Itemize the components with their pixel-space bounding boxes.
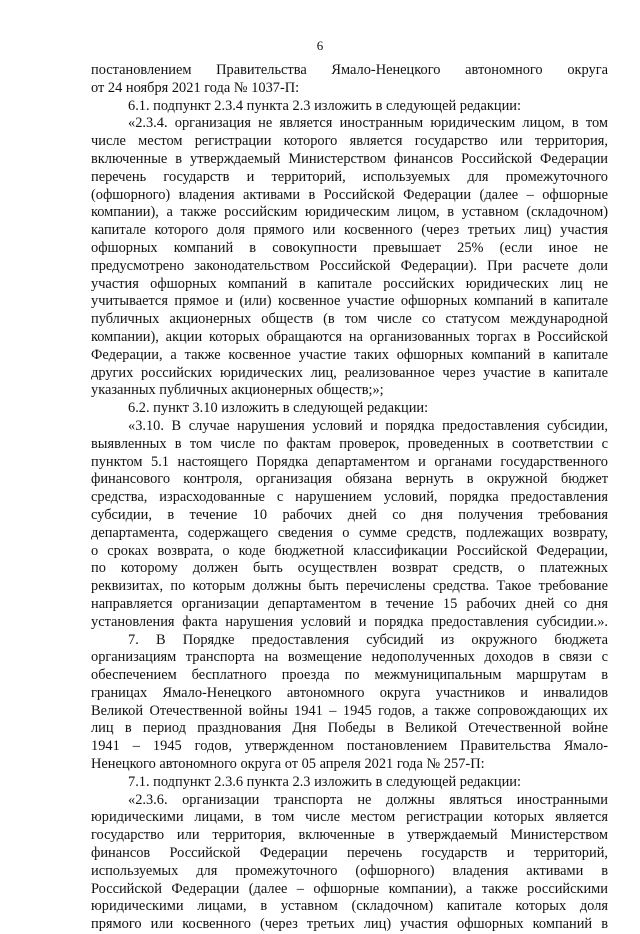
text-line: пунктом 5.1 настоящего Порядка департаментом и органами государственного (91, 453, 608, 470)
text-line: субсидии, в течение 10 рабочих дней со дня получения требования (91, 506, 608, 523)
text-line: государство или территория, включенные в утверждаемый Министерством (91, 827, 608, 844)
text-line: используемых для промежуточного (офшорного) владения активами в (91, 862, 608, 879)
text-line: числе местом регистрации которого является государство или территория, (91, 133, 608, 150)
text-line: перечень государств и территорий, используемых для промежуточного (91, 168, 608, 185)
text-line: границах Ямало-Ненецкого автономного округа участников и инвалидов (91, 684, 608, 701)
text-line: Ненецкого автономного округа от 05 апреля 2021 года № 257-П: (91, 756, 485, 773)
text-line: предусмотрено законодательством Российской Федерации). При расчете доли (91, 257, 608, 274)
text-line: включенные в утверждаемый Министерством финансов Российской Федерации (91, 150, 608, 167)
text-line: (офшорного) владения активами в Российской Федерации (далее – офшорные (91, 186, 608, 203)
text-line: обеспечением бесплатного проезда по межмуниципальным маршрутам в (91, 667, 608, 684)
text-line: направляется организации департаментом в течение 15 рабочих дней со дня (91, 595, 608, 612)
text-line: реквизитах, по которым должны быть перечислены средства. Такое требование (91, 578, 608, 595)
text-line: капитале которого доля прямого или косвенного (через третьих лиц) участия (91, 222, 608, 239)
text-line: установления факта нарушения условий и порядка предоставления субсидии.». (91, 613, 608, 630)
text-line: указанных публичных акционерных обществ;»; (91, 382, 384, 399)
text-line: «2.3.6. организации транспорта не должны являться иностранными (128, 791, 608, 808)
text-line: департамента, содержащего сведения о сумме средств, подлежащих возврату, (91, 524, 608, 541)
text-line: компании), акции которых обращаются на организованных торгах в Российской (91, 328, 608, 345)
text-line: финансов Российской Федерации перечень государств и территорий, (91, 845, 608, 862)
text-line: юридическими лицами, в том числе местом регистрации которых является (91, 809, 608, 826)
text-line: 1941 – 1945 годов, утвержденном постановлением Правительства Ямало- (91, 738, 608, 755)
text-line: 6.1. подпункт 2.3.4 пункта 2.3 изложить в следующей редакции: (128, 97, 521, 114)
text-line: участия офшорных компаний в капитале российских юридических лиц не (91, 275, 608, 292)
text-line: о сроках возврата, о коде бюджетной классификации Российской Федерации, (91, 542, 608, 559)
text-line: организациям транспорта на возмещение недополученных доходов в связи с (91, 649, 608, 666)
text-line: 7. В Порядке предоставления субсидий из окружного бюджета (128, 631, 608, 648)
text-line: 6.2. пункт 3.10 изложить в следующей редакции: (128, 400, 429, 417)
document-body (91, 62, 608, 934)
text-line: 7.1. подпункт 2.3.6 пункта 2.3 изложить в следующей редакции: (128, 773, 521, 790)
text-line: лиц в период празднования Дня Победы в Великой Отечественной войне (91, 720, 608, 737)
text-line: Великой Отечественной войны 1941 – 1945 годов, а также сопровождающих их (91, 702, 608, 719)
text-line: юридическими лицами, в уставном (складочном) капитале которых доля (91, 898, 608, 915)
text-line: прямого или косвенного (через третьих лиц) участия офшорных компаний в (91, 916, 608, 933)
text-line: офшорных компаний в совокупности превышает 25% (если иное не (91, 239, 608, 256)
text-line: учитывается прямое и (или) косвенное участие офшорных компаний в капитале (91, 293, 608, 310)
text-line: Федерации, а также косвенное участие таких офшорных компаний в капитале (91, 346, 608, 363)
text-line: публичных акционерных обществ (в том числе со статусом международной (91, 311, 608, 328)
text-line: по которому должен быть осуществлен возврат средств, о платежных (91, 560, 608, 577)
text-line: средства, израсходованные с нарушением условий, порядка предоставления (91, 489, 608, 506)
text-line: «2.3.4. организация не является иностранным юридическим лицом, в том (128, 115, 608, 132)
text-line: от 24 ноября 2021 года № 1037-П: (91, 79, 300, 96)
text-line: других российских юридических лиц, реализованное через участие в капитале (91, 364, 608, 381)
text-line: выявленных в том числе по фактам проверок, проведенных в соответствии с (91, 435, 608, 452)
text-line: «3.10. В случае нарушения условий и порядка предоставления субсидии, (128, 417, 608, 434)
text-line: компании), а также российским юридическим лицом, в уставном (складочном) (91, 204, 608, 221)
page-number: 6 (316, 38, 324, 53)
text-line: Российской Федерации (далее – офшорные компании), а также российскими (91, 880, 608, 897)
text-line: финансового контроля, организация обязана вернуть в окружной бюджет (91, 471, 608, 488)
text-line: постановлением Правительства Ямало-Ненецкого автономного округа (91, 62, 608, 78)
